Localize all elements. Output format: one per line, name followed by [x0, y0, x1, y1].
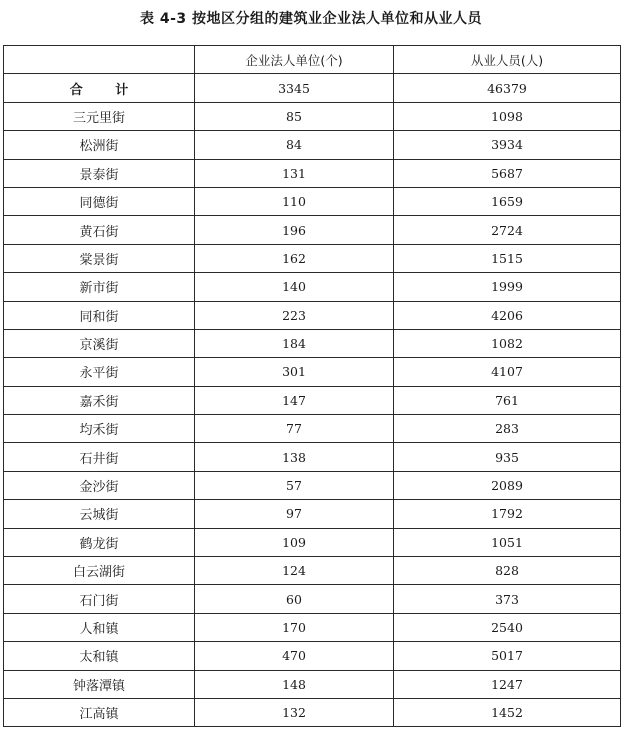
units-cell: 162	[195, 244, 394, 272]
table-row	[4, 528, 621, 556]
region-name-cell: 石井街	[4, 443, 195, 471]
employees-cell: 1515	[394, 244, 621, 272]
units-cell: 196	[195, 216, 394, 244]
region-name-cell: 松洲街	[4, 131, 195, 159]
table-row	[4, 443, 621, 471]
table-row	[4, 329, 621, 357]
units-cell: 131	[195, 159, 394, 187]
table-row	[4, 698, 621, 726]
total-row	[4, 74, 621, 102]
region-name-cell: 人和镇	[4, 613, 195, 641]
table-row	[4, 670, 621, 698]
table-row	[4, 273, 621, 301]
table-row	[4, 613, 621, 641]
region-name-cell: 嘉禾街	[4, 386, 195, 414]
table-row	[4, 159, 621, 187]
employees-cell: 1098	[394, 102, 621, 130]
table-row	[4, 557, 621, 585]
employees-cell: 3934	[394, 131, 621, 159]
region-name-cell: 白云湖街	[4, 557, 195, 585]
table-row	[4, 642, 621, 670]
table-row	[4, 244, 621, 272]
region-name-cell: 三元里街	[4, 102, 195, 130]
employees-cell: 4206	[394, 301, 621, 329]
units-cell: 140	[195, 273, 394, 301]
units-cell: 124	[195, 557, 394, 585]
region-name-cell: 京溪街	[4, 329, 195, 357]
region-name-cell: 云城街	[4, 500, 195, 528]
region-name-cell: 棠景街	[4, 244, 195, 272]
region-name-cell: 新市街	[4, 273, 195, 301]
employees-cell: 373	[394, 585, 621, 613]
units-cell: 223	[195, 301, 394, 329]
units-cell: 138	[195, 443, 394, 471]
employees-cell: 1247	[394, 670, 621, 698]
region-name-cell: 太和镇	[4, 642, 195, 670]
units-cell: 84	[195, 131, 394, 159]
region-name-cell: 景泰街	[4, 159, 195, 187]
header-region	[4, 46, 195, 74]
employees-cell: 761	[394, 386, 621, 414]
region-name-cell: 石门街	[4, 585, 195, 613]
units-cell: 60	[195, 585, 394, 613]
employees-cell: 5687	[394, 159, 621, 187]
header-employees: 从业人员(人)	[394, 46, 621, 74]
employees-cell: 828	[394, 557, 621, 585]
employees-cell: 1082	[394, 329, 621, 357]
units-cell: 301	[195, 358, 394, 386]
table-row	[4, 131, 621, 159]
employees-cell: 1792	[394, 500, 621, 528]
employees-cell: 283	[394, 415, 621, 443]
header-units: 企业法人单位(个)	[195, 46, 394, 74]
region-name-cell: 均禾街	[4, 415, 195, 443]
units-cell: 85	[195, 102, 394, 130]
employees-cell: 2540	[394, 613, 621, 641]
units-cell: 170	[195, 613, 394, 641]
units-cell: 57	[195, 471, 394, 499]
region-name-cell: 钟落潭镇	[4, 670, 195, 698]
table-row	[4, 358, 621, 386]
table-body	[4, 74, 621, 727]
employees-cell: 935	[394, 443, 621, 471]
employees-cell: 1659	[394, 187, 621, 215]
table-row	[4, 301, 621, 329]
units-cell: 77	[195, 415, 394, 443]
employees-cell: 1051	[394, 528, 621, 556]
table-row	[4, 500, 621, 528]
region-name-cell: 永平街	[4, 358, 195, 386]
header-row	[4, 46, 621, 74]
units-cell: 148	[195, 670, 394, 698]
table-row	[4, 386, 621, 414]
units-cell: 110	[195, 187, 394, 215]
data-table	[3, 45, 621, 727]
total-label: 合 计	[4, 74, 195, 102]
region-name-cell: 江高镇	[4, 698, 195, 726]
employees-cell: 4107	[394, 358, 621, 386]
region-name-cell: 金沙街	[4, 471, 195, 499]
data-table-container	[3, 45, 620, 727]
employees-cell: 1999	[394, 273, 621, 301]
employees-cell: 1452	[394, 698, 621, 726]
units-cell: 109	[195, 528, 394, 556]
region-name-cell: 同和街	[4, 301, 195, 329]
table-row	[4, 216, 621, 244]
units-cell: 184	[195, 329, 394, 357]
region-name-cell: 鹤龙街	[4, 528, 195, 556]
table-row	[4, 415, 621, 443]
employees-cell: 5017	[394, 642, 621, 670]
units-cell: 147	[195, 386, 394, 414]
table-row	[4, 585, 621, 613]
region-name-cell: 黄石街	[4, 216, 195, 244]
table-row	[4, 187, 621, 215]
units-cell: 132	[195, 698, 394, 726]
table-row	[4, 102, 621, 130]
table-header	[4, 46, 621, 74]
region-name-cell: 同德街	[4, 187, 195, 215]
table-title: 表 4-3 按地区分组的建筑业企业法人单位和从业人员	[139, 11, 483, 27]
units-cell: 470	[195, 642, 394, 670]
total-units: 3345	[195, 74, 394, 102]
units-cell: 97	[195, 500, 394, 528]
table-row	[4, 471, 621, 499]
employees-cell: 2724	[394, 216, 621, 244]
employees-cell: 2089	[394, 471, 621, 499]
total-employees: 46379	[394, 74, 621, 102]
